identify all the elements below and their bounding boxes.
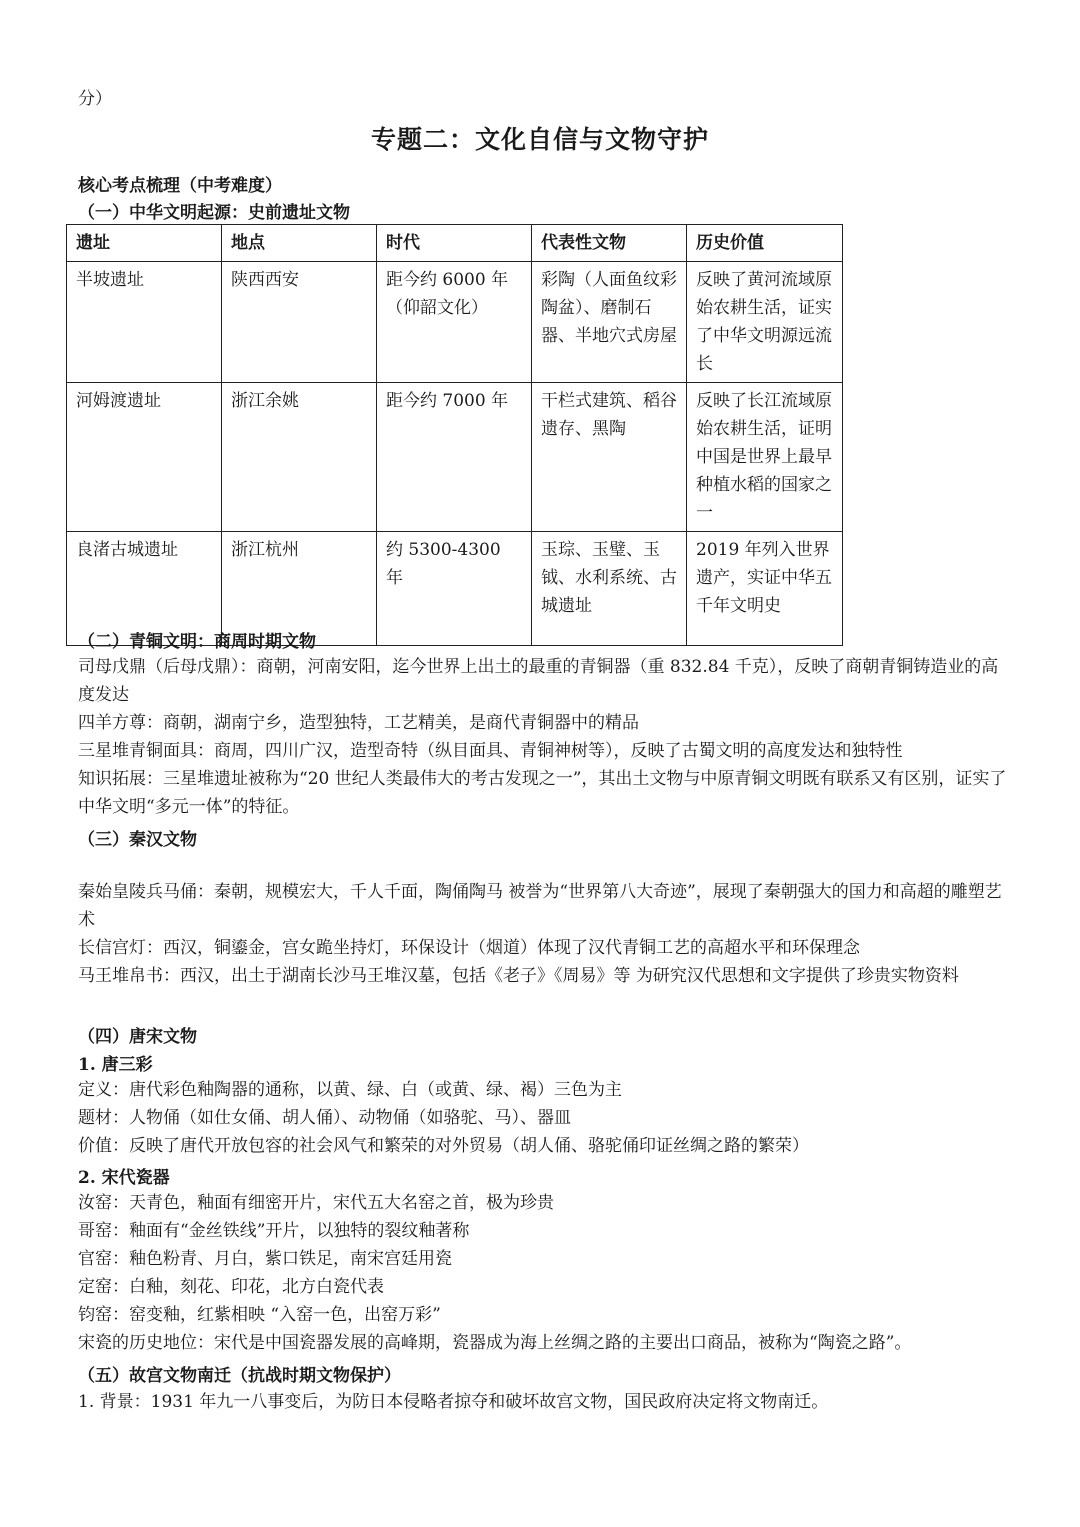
table-cell: 距今约 6000 年（仰韶文化） [377, 262, 532, 383]
paragraph: 司母戊鼎（后母戊鼎）：商朝，河南安阳，迄今世界上出土的最重的青铜器（重 832.84 千克），反映了商朝青铜铸造业的高度发达 [78, 657, 999, 705]
prehistoric-sites-table [66, 224, 843, 646]
list-item: 宋瓷的历史地位：宋代是中国瓷器发展的高峰期，瓷器成为海上丝绸之路的主要出口商品，被称为“陶瓷之路”。 [78, 1333, 912, 1353]
table-row [67, 383, 843, 532]
list-item: 定义：唐代彩色釉陶器的通称，以黄、绿、白（或黄、绿、褐）三色为主 [78, 1080, 622, 1100]
paragraph: 四羊方尊：商朝，湖南宁乡，造型独特，工艺精美，是商代青铜器中的精品 [78, 713, 639, 733]
paragraph: 三星堆青铜面具：商周，四川广汉，造型奇特（纵目面具、青铜神树等），反映了古蜀文明的高度发达和独特性 [78, 741, 903, 761]
paragraph: 知识拓展：三星堆遗址被称为“20 世纪人类最伟大的考古发现之一”，其出土文物与中原青铜文明既有联系又有区别，证实了中华文明“多元一体”的特征。 [78, 769, 1007, 817]
table-header-cell: 历史价值 [687, 225, 843, 262]
part5-heading: （五）故宫文物南迁（抗战时期文物保护） [78, 1366, 401, 1386]
paragraph: 秦始皇陵兵马俑：秦朝，规模宏大，千人千面，陶俑陶马 被誉为“世界第八大奇迹”，展现了秦朝强大的国力和高超的雕塑艺术 [78, 882, 1002, 930]
list-item: 题材：人物俑（如仕女俑、胡人俑）、动物俑（如骆驼、马）、器皿 [78, 1108, 571, 1128]
table-cell: 浙江余姚 [222, 383, 377, 532]
table-cell: 干栏式建筑、稻谷遗存、黑陶 [532, 383, 687, 532]
table-cell: 2019 年列入世界遗产，实证中华五千年文明史 [687, 532, 843, 646]
list-item: 钧窑：窑变釉，红紫相映 “入窑一色，出窑万彩” [78, 1305, 441, 1325]
part1-heading: （一）中华文明起源：史前遗址文物 [78, 203, 350, 223]
section-heading: 核心考点梳理（中考难度） [78, 176, 282, 196]
subheading: 2. 宋代瓷器 [78, 1168, 170, 1188]
table-cell: 河姆渡遗址 [67, 383, 222, 532]
part4-heading: （四）唐宋文物 [78, 1027, 197, 1047]
table-cell: 玉琮、玉璧、玉钺、水利系统、古城遗址 [532, 532, 687, 646]
paragraph: 长信宫灯：西汉，铜鎏金，宫女跪坐持灯，环保设计（烟道）体现了汉代青铜工艺的高超水平和环保理念 [78, 938, 860, 958]
table-cell: 半坡遗址 [67, 262, 222, 383]
list-item: 官窑：釉色粉青、月白，紫口铁足，南宋宫廷用瓷 [78, 1249, 452, 1269]
table-cell: 良渚古城遗址 [67, 532, 222, 646]
table-cell: 彩陶（人面鱼纹彩陶盆）、磨制石器、半地穴式房屋 [532, 262, 687, 383]
table-cell: 反映了长江流域原始农耕生活，证明中国是世界上最早种植水稻的国家之一 [687, 383, 843, 532]
table-cell: 浙江杭州 [222, 532, 377, 646]
list-item: 定窑：白釉，刻花、印花，北方白瓷代表 [78, 1277, 384, 1297]
part3-heading: （三）秦汉文物 [78, 830, 197, 850]
table-header-cell: 地点 [222, 225, 377, 262]
list-item: 价值：反映了唐代开放包容的社会风气和繁荣的对外贸易（胡人俑、骆驼俑印证丝绸之路的繁荣） [78, 1136, 809, 1156]
table-header-cell: 遗址 [67, 225, 222, 262]
page-title: 专题二：文化自信与文物守护 [370, 125, 709, 154]
table-cell: 距今约 7000 年 [377, 383, 532, 532]
table-header-cell: 代表性文物 [532, 225, 687, 262]
list-item: 汝窑：天青色，釉面有细密开片，宋代五大名窑之首，极为珍贵 [78, 1193, 554, 1213]
table-cell: 反映了黄河流域原始农耕生活，证实了中华文明源远流长 [687, 262, 843, 383]
paragraph: 马王堆帛书：西汉，出土于湖南长沙马王堆汉墓，包括《老子》《周易》等 为研究汉代思想和文字提供了珍贵实物资料 [78, 966, 959, 986]
table-cell: 陕西西安 [222, 262, 377, 383]
part2-heading: （二）青铜文明：商周时期文物 [78, 632, 316, 652]
list-item: 1. 背景：1931 年九一八事变后，为防日本侵略者掠夺和破坏故宫文物，国民政府决定将文物南迁。 [78, 1392, 829, 1412]
table-cell: 约 5300-4300 年 [377, 532, 532, 646]
table-header-row [67, 225, 843, 262]
table-row [67, 262, 843, 383]
subheading: 1. 唐三彩 [78, 1055, 153, 1075]
list-item: 哥窑：釉面有“金丝铁线”开片，以独特的裂纹釉著称 [78, 1221, 470, 1241]
page-fragment-text: 分） [78, 89, 112, 109]
table-header-cell: 时代 [377, 225, 532, 262]
